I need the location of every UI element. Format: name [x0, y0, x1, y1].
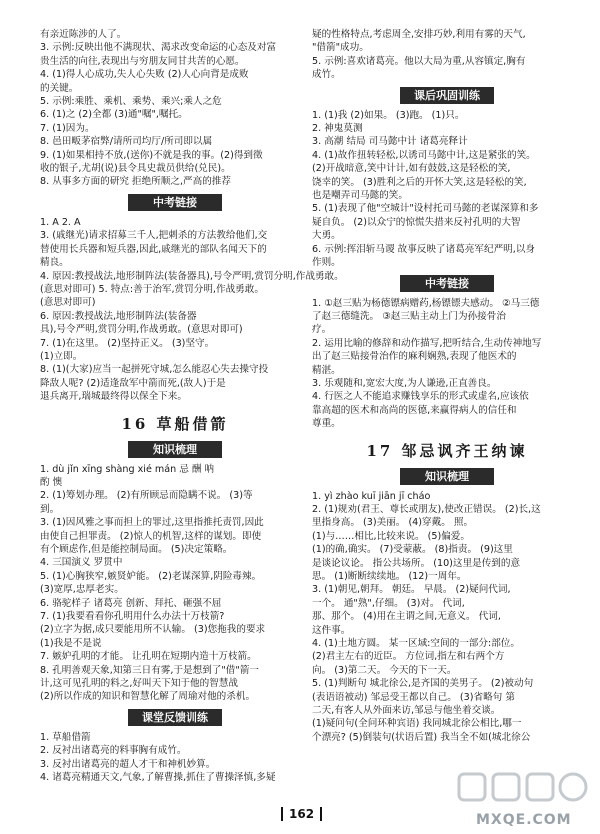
text-line: 由使自己担罪责。 (2)惊人的机智,这样的谋划。即使 [40, 530, 262, 542]
text-line: 3. 示例:反映出他不满现状、渴求改变命运的心态及对富 [40, 42, 277, 54]
text-line: 收的银子,尤胡(说)县令具史裁员供给(兑民)。 [40, 163, 231, 175]
text-line: 也是嘲弄司马懿的笑。 [312, 190, 408, 202]
page-number: 162 [281, 807, 322, 821]
text-line: 1. 草船借箭 [40, 731, 91, 743]
text-line: 贵生活的向往,表现出与穷朋友同甘共苦的心愿。 [40, 55, 245, 67]
text-line: 2. 运用比喻的修辞和动作描写,把听结合,生动传神地写 [312, 337, 542, 349]
text-line: 6. 原因:教授战法,地形制阵法(装备器 [40, 310, 197, 322]
text-line: (1)的确,确实。 (7)受蒙蔽。 (8)指责。 (9)这里 [312, 544, 513, 556]
text-line: 5. (1)心胸狭窄,嫉贤妒能。 (2)老谋深算,阴险毒辣。 [40, 570, 262, 582]
right-column [312, 28, 582, 744]
text-line: 退兵离开,瑞城最终得以保全下来。 [40, 391, 187, 403]
text-line: 那、那个。 (4)用在主谓之间,无意义。 代词, [312, 611, 501, 623]
text-line: 具),号令严明,赏罚分明,作战勇敢。(意思对即可) [40, 324, 243, 336]
text-line: 4. (1)得人心成功,失人心失败 (2)人心向背是成败 [40, 69, 249, 81]
text-line: 1. (1)我 (2)如果。 (3)跑。 (1)只。 [312, 109, 465, 121]
text-line: 降敌人呢? (2)适逢敌军中箭而死,(敌人)于是 [40, 377, 226, 389]
text-line: (1)立即。 [40, 350, 83, 362]
text-line: 二天,有客人从外面来访,邹忌与他坐着交谈。 [312, 705, 501, 717]
text-line: 是谈论议论。 指公共场所。 (10)这里是传到的意 [312, 557, 521, 569]
text-line: 8. 从事多方面的研究 拒绝所顺之,严高的推荐 [40, 176, 231, 188]
text-line: 8. 邑田畈茅宿弊/请所司均厅/所司即以属 [40, 136, 213, 148]
text-line: 1. ①赵三贴为杨德镖病赠药,杨镖镖夫感动。 ②马三德 [312, 297, 540, 309]
pinyin-line: 1. dù jǐn xīng shàng xié mán 忌 酬 呐 [40, 463, 215, 475]
text-line: 6. 示例:挥泪斩马谡 故事反映了诸葛亮军纪严明,以身 [312, 243, 536, 255]
text-line: (1)疑问句(全问环种宾语) 我同城北徐公相比,哪一 [312, 718, 522, 730]
text-line: (2)君主左右的近臣。 方位词,指左和右两个方 [312, 651, 505, 663]
text-line: 2. (1)筹划办理。 (2)有所顾忌而隐瞒不说。 (3)等 [40, 490, 253, 502]
text-line: 计,这可见孔明的料之,好叫天下知于他的智慧战 [40, 678, 238, 690]
text-line: 3. 乐观随和,宽宏大度,为人谦逊,正直善良。 [312, 377, 497, 389]
text-line: 4. 行医之人不能追求赚钱享乐的形式或虚名,应该依 [312, 391, 529, 403]
text-line: 4. 原因:教授战法,地形制阵法(装备器具),号令严明,赏罚分明,作战勇敢。 [40, 270, 344, 282]
text-line: 8. (1)(大家)应当一起拼死守城,怎么能忍心失去操守投 [40, 364, 269, 376]
text-line: 尊重。 [312, 418, 341, 430]
text-line: 5. (1)表现了他"空城计"设村托司马懿的老谋深算和多 [312, 203, 539, 215]
text-line: 3. (戚继光)请求招募三千人,把刺杀的方法教给他们,交 [40, 230, 268, 242]
text-line: 向。 (3)第二天。 今天的下一天。 [312, 664, 457, 676]
text-line: 一个。 通"熟",仔细。 (3)对。 代词, [312, 597, 465, 609]
text-line: 4. 诸葛亮精通天文,气象,了解曹操,抓住了曹操泽慎,多疑 [40, 772, 276, 784]
pinyin-chars: 酌 懊 [40, 476, 63, 488]
text-line: 8. 孔明善观天象,知第三日有雾,于是想到了"借"箭一 [40, 664, 260, 676]
section-header: 中考链接 [128, 194, 222, 211]
text-line: 1. A 2. A [40, 216, 81, 228]
text-line: (意思对即可) 5. 特点:善于治军,赏罚分明,作战勇敢。 [40, 283, 264, 295]
section-header: 知识梳理 [400, 468, 494, 485]
section-header: 课后巩固训练 [400, 87, 494, 104]
text-line: 4. (1)故作扭转轻松,以诱司马懿中计,这是紧张的笑。 [312, 149, 536, 161]
lesson-title: 17 邹忌讽齐王纳谏 [366, 441, 528, 460]
text-line: 7. 嫉妒孔明的才能。 让孔明在短期内造十万枝箭。 [40, 651, 257, 663]
text-line: 里指身高。 (3)美丽。 (4)穿戴。 照。 [312, 517, 474, 529]
text-line: 3. 高潮 结局 司马懿中计 诸葛亮释计 [312, 136, 468, 148]
text-line: (3)宽厚,忠厚老实。 [40, 584, 124, 596]
text-line: 5. 示例:喜欢诸葛亮。他以大局为重,从容镇定,胸有 [312, 55, 526, 67]
text-line: 2. (1)规劝(君王、尊长或朋友),使改正错误。 (2)长,这 [312, 503, 541, 515]
text-line: 了赵三德缝洗。 ③赵三贴主动上门为孙接骨治 [312, 310, 506, 322]
text-line: 疑的性格特点,考虑周全,安排巧妙,利用有雾的天气, [312, 29, 526, 40]
text-line: 替使用长兵器和短兵器,因此,戚继光的部队名闻天下的 [40, 243, 267, 255]
text-line: 有亲近陈涉的人了。 [40, 29, 127, 40]
text-line: 2. 神鬼莫测 [312, 123, 363, 135]
text-line: 3. 反衬出诸葛亮的超人才干和神机妙算。 [40, 758, 216, 770]
section-header: 知识梳理 [128, 441, 222, 458]
text-line: 精良。 [40, 257, 69, 269]
text-line: (2)立字为据,成只要能用所不认输。 (3)您拖我的要求 [40, 624, 266, 636]
text-line: 9. (1)如果相持不放,(送你)不就是我的事。(2)得到徵 [40, 149, 263, 161]
text-line: 5. (1)判断句 城北徐公,是齐国的美男子。 (2)被动句 [312, 678, 534, 690]
watermark-text: MXQE.COM [476, 812, 572, 828]
text-line: (意思对即可) [40, 297, 96, 309]
section-header: 中考链接 [400, 275, 494, 292]
text-line: 7. (1)因为。 [40, 122, 95, 134]
text-line: "借箭"成功。 [312, 42, 369, 54]
text-line: (1)我是不是说 [40, 637, 102, 649]
text-line: 这件事。 [312, 624, 351, 636]
text-line: (2)所以作成的知识和智慧化解了周瑜对他的杀机。 [40, 691, 256, 703]
pinyin-line: 1. yì zhào kuī jiān jī cháo [312, 490, 431, 502]
text-line: 成竹。 [312, 69, 341, 81]
text-line: 出了赵三贴接骨治作的麻利娴熟,表现了他医术的 [312, 351, 517, 363]
text-line: 疗。 [312, 324, 332, 336]
text-line: 靠高超的医术和高尚的医德,来赢得病人的信任和 [312, 404, 517, 416]
text-line: 7. (1)我要看看你孔明用什么办法十万枝箭? [40, 611, 225, 623]
text-line: 3. (1)朝见,朝拜。 朝廷。 早晨。 (2)疑问代词, [312, 584, 511, 596]
text-line: 6. 骆驼样子 诸葛亮 创新、拜托、砸强不屈 [40, 597, 222, 609]
text-line: 4. 三国演义 罗贯中 [40, 557, 123, 569]
text-line: 2. 反衬出诸葛亮的料事胸有成竹。 [40, 745, 187, 757]
text-line: 饶幸的笑。 (3)胜利之后的开怀大笑,这是轻松的笑, [312, 176, 527, 188]
text-line: 疑自负。 (2)以众宁的惊慌失措来反衬孔明的大智 [312, 216, 521, 228]
text-line: 有个顾虑作,但是能控制局面。 (5)决定策略。 [40, 544, 233, 555]
text-line: 大勇。 [312, 230, 341, 242]
text-line: 6. (1)之 (2)全都 (3)通"嘱",嘱托。 [40, 109, 188, 121]
text-line: 4. (1)土地方圆。 某一区域:空间的一部分:部位。 [312, 638, 520, 650]
text-line: 思。 (1)断断续续地。 (12)一周年。 [312, 571, 467, 582]
text-line: 个漂亮? (5)倒装句(状语后置) 我当全不如(城北徐公 [312, 731, 531, 743]
text-line: 7. (1)在这里。 (2)坚持正义。 (3)坚守。 [40, 337, 215, 349]
text-line: 5. 示例:乘胜、乘机、乘势、乘兴;乘人之危 [40, 96, 222, 108]
text-line: (表语语被动) 邹忌受王都以自己。 (3)省略句 第 [312, 691, 515, 703]
text-line: 作则。 [312, 257, 341, 269]
section-header: 课堂反馈训练 [128, 709, 222, 726]
text-line: 3. (1)因风雅之事而担上的罪过,这里指推托责罚,因此 [40, 517, 264, 529]
text-line: (2)开战暗意,笑中计计,如有鼓鼓,这是轻松的笑, [312, 163, 511, 175]
text-line: 精湛。 [312, 364, 341, 376]
lesson-title: 16 草船借箭 [121, 414, 229, 433]
text-line: (1)与……相比,比较来说。 (5)偏爱。 [312, 530, 470, 542]
text-line: 到。 [40, 503, 60, 515]
text-line: 的关键。 [40, 82, 79, 94]
